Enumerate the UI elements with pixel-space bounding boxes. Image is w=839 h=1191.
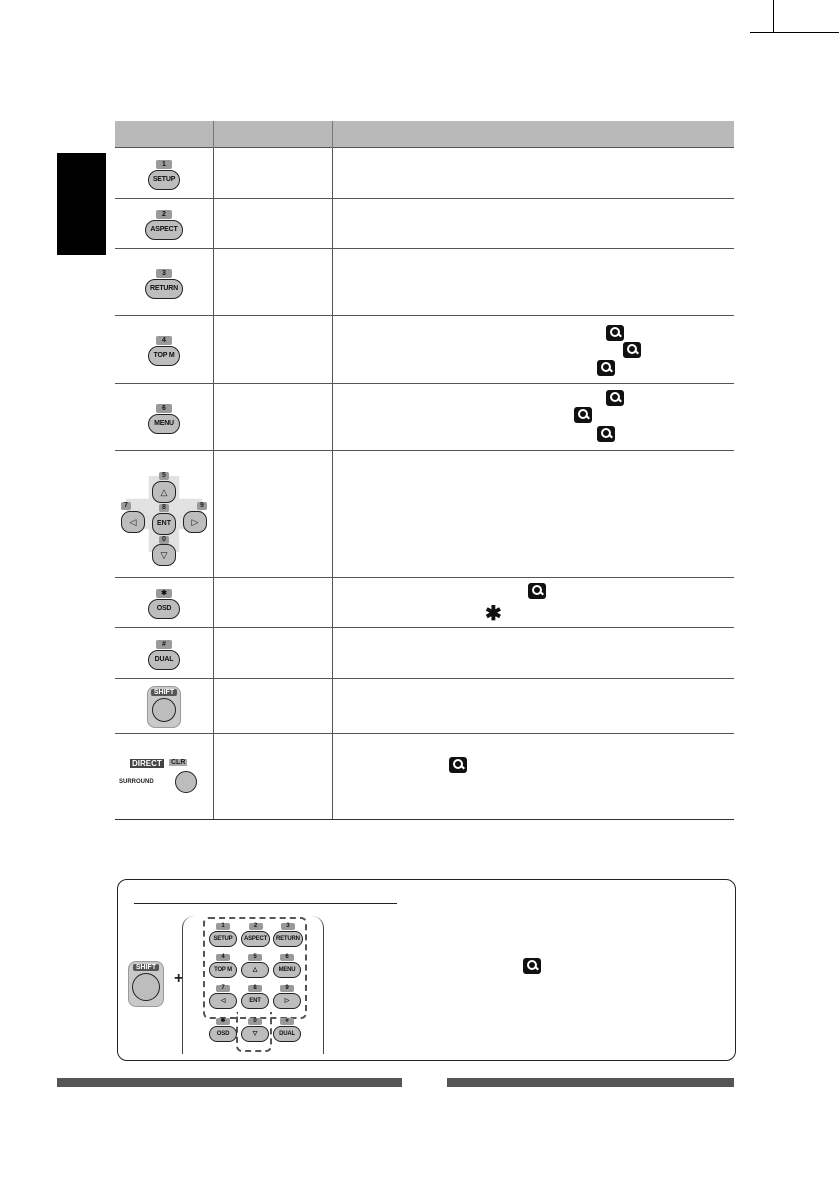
key-number: # (280, 1018, 294, 1025)
header-function (333, 121, 735, 148)
table-row (115, 734, 734, 820)
crop-mark-vertical (773, 0, 774, 33)
magnifier-icon (523, 958, 541, 974)
key-label: MENU (148, 414, 180, 434)
remote-key (209, 1018, 237, 1042)
key-label: DUAL (273, 1026, 301, 1042)
dual-key (148, 640, 180, 670)
key-number: 9 (280, 985, 294, 992)
shift-key (128, 961, 164, 1007)
asterisk-icon: ✱ (485, 603, 502, 625)
key-label: RETURN (145, 279, 183, 299)
key-label: OSD (209, 1026, 237, 1042)
menu-key (148, 404, 180, 434)
key-number: 1 (216, 923, 230, 930)
key-number: 4 (156, 336, 172, 345)
down-arrow-icon: ▽ (152, 544, 176, 566)
magnifier-icon (597, 360, 615, 376)
remote-key (241, 985, 269, 1009)
magnifier-icon (623, 342, 641, 358)
remote-key (241, 1018, 269, 1042)
up-arrow-icon: △ (241, 962, 269, 978)
surround-button-circle (175, 771, 197, 793)
key-label: SHIFT (151, 689, 177, 696)
magnifier-icon (528, 583, 546, 599)
direct-surround-key (119, 757, 209, 797)
remote-key (273, 1018, 301, 1042)
key-number: 2 (156, 210, 172, 219)
key-number: 1 (156, 160, 172, 169)
direct-label: DIRECT (132, 758, 162, 768)
left-arrow-icon: ◁ (209, 993, 237, 1009)
table-row (115, 451, 734, 578)
key-number: 7 (121, 502, 131, 510)
table-row (115, 249, 734, 316)
key-number: 0 (248, 1018, 262, 1025)
key-number: 8 (159, 504, 169, 512)
key-number: 9 (197, 502, 207, 510)
shift-button-circle (132, 973, 160, 1001)
remote-key (209, 985, 237, 1009)
key-label: SHIFT (133, 964, 159, 971)
key-label: OSD (148, 599, 180, 619)
key-label: SETUP (209, 931, 237, 947)
aspect-key (145, 210, 182, 240)
key-number: 6 (156, 404, 172, 413)
remote-key (273, 954, 301, 978)
table-row (115, 199, 734, 249)
key-number: 2 (249, 923, 263, 930)
key-label: SETUP (148, 170, 180, 190)
key-number: 4 (216, 954, 230, 961)
key-number: 8 (248, 985, 262, 992)
key-label: TOP M (209, 962, 237, 978)
remote-key (209, 923, 237, 947)
key-label: TOP M (148, 346, 180, 366)
table-row (115, 148, 734, 199)
magnifier-icon (606, 390, 624, 406)
magnifier-icon (574, 407, 592, 423)
direction-pad (116, 466, 212, 562)
key-number: ✱ (156, 589, 172, 598)
key-number: 3 (281, 923, 295, 930)
key-number: 0 (159, 536, 169, 544)
remote-key (209, 954, 237, 978)
key-number: # (156, 640, 172, 649)
surround-label: SURROUND (119, 778, 154, 785)
key-number: 7 (216, 985, 230, 992)
magnifier-icon (449, 757, 467, 773)
footer-bar-left (57, 1078, 402, 1087)
table-row (115, 578, 734, 628)
clr-label: CLR (171, 758, 186, 766)
key-number: 5 (248, 954, 262, 961)
magnifier-icon (597, 426, 615, 442)
magnifier-icon (606, 325, 624, 341)
left-arrow-icon: ◁ (121, 511, 145, 533)
setup-key (148, 160, 180, 190)
note-heading-line (134, 903, 397, 904)
table-row (115, 316, 734, 384)
up-arrow-icon: △ (152, 481, 176, 503)
language-tab (57, 153, 106, 255)
remote-key (273, 923, 303, 947)
remote-key (273, 985, 301, 1009)
footer-bar-right (447, 1078, 734, 1087)
table-row (115, 384, 734, 451)
key-label: MENU (273, 962, 301, 978)
key-label: ENT (241, 993, 269, 1009)
shift-button-circle (152, 698, 176, 722)
key-number: ✱ (216, 1018, 230, 1025)
table-row (115, 679, 734, 734)
remote-key (241, 954, 269, 978)
key-number: 5 (159, 472, 169, 480)
key-label: DUAL (148, 650, 180, 670)
key-label: ASPECT (145, 220, 182, 240)
crop-mark-horizontal (750, 32, 839, 33)
osd-key (148, 589, 180, 619)
header-button (115, 121, 214, 148)
header-name (214, 121, 333, 148)
plus-sign: + (174, 970, 184, 987)
return-key (145, 269, 183, 299)
key-function-table (115, 121, 734, 820)
key-label: ASPECT (241, 931, 270, 947)
remote-key (241, 923, 270, 947)
right-arrow-icon: ▷ (183, 511, 207, 533)
down-arrow-icon: ▽ (241, 1026, 269, 1042)
shift-key (147, 686, 181, 728)
key-label: RETURN (273, 931, 303, 947)
key-number: 6 (280, 954, 294, 961)
top-menu-key (148, 336, 180, 366)
table-row (115, 628, 734, 679)
enter-key: ENT (152, 513, 176, 535)
key-number: 3 (156, 269, 172, 278)
right-arrow-icon: ▷ (273, 993, 301, 1009)
